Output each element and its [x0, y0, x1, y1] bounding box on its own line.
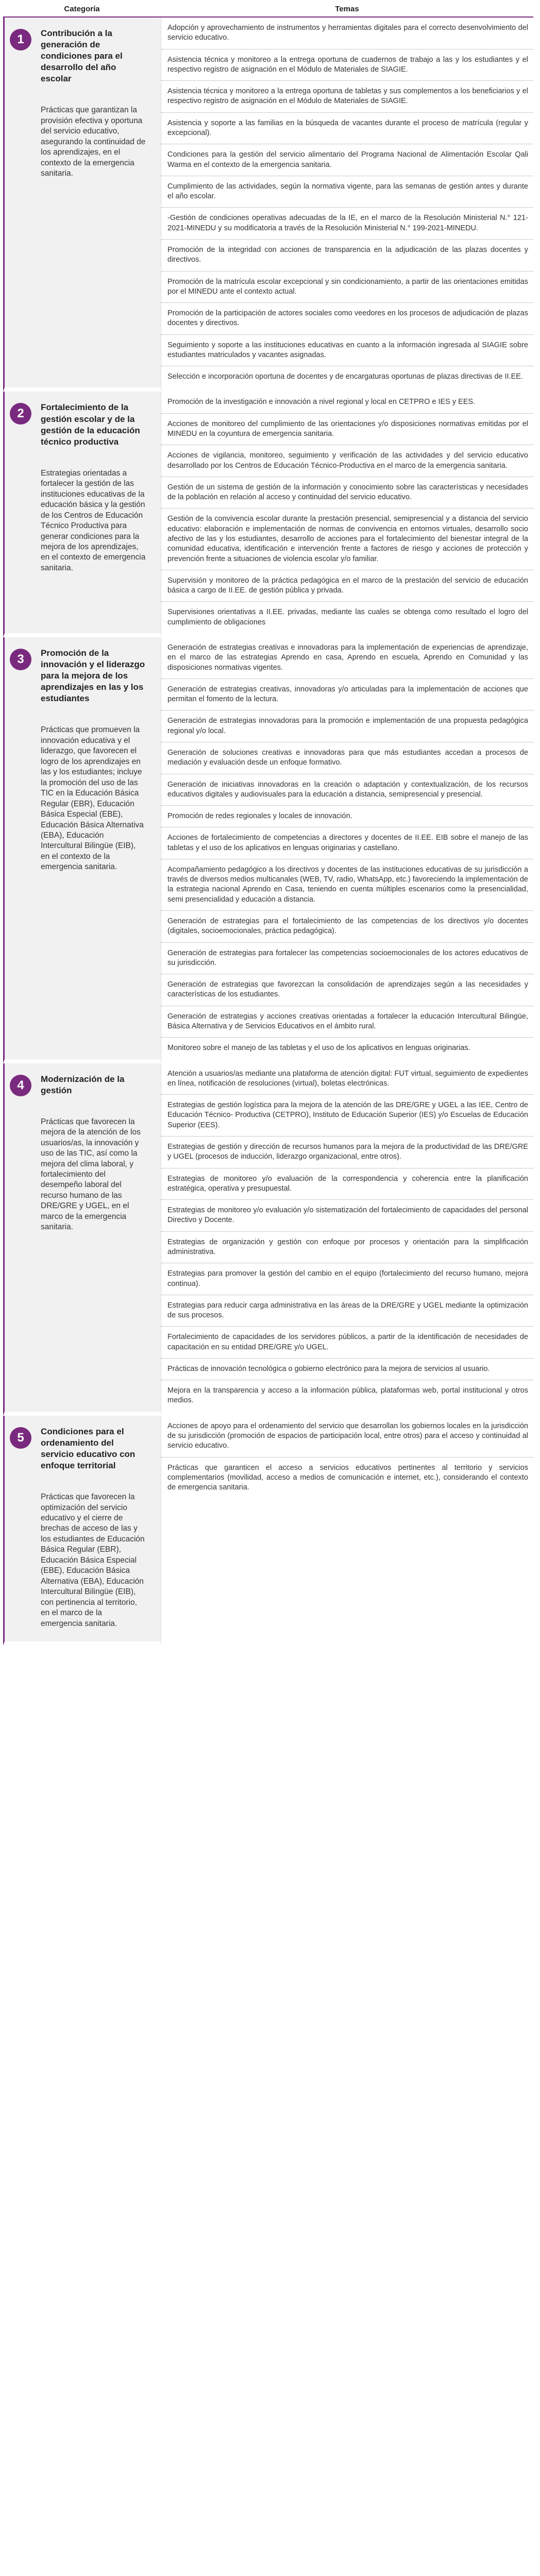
- topic-item: Seguimiento y soporte a las instituciones educativas en cuanto a la información ingresada al SIAGIE sobre estudiantes matriculados y vacantes asignadas.: [161, 335, 533, 367]
- category-row: [3, 18, 533, 392]
- category-text: [41, 1074, 146, 1233]
- topic-item: Adopción y aprovechamiento de instrumentos y herramientas digitales para el correcto desenvolvimiento del servicio educativo.: [161, 18, 533, 49]
- category-description: Estrategias orientadas a fortalecer la gestión de las instituciones educativas de la educación básica y la gestión de los Centros de Educación Técnico Productiva para generar condiciones para la mejora de los aprendizajes, en el contexto de emergencia sanitaria.: [41, 468, 146, 572]
- topic-item: Promoción de la investigación e innovación a nivel regional y local en CETPRO e IES y EES.: [161, 392, 533, 413]
- category-cell: [3, 1416, 161, 1646]
- topics-cell: [161, 1416, 533, 1646]
- topic-item: Acciones de monitoreo del cumplimiento de las orientaciones y/o disposiciones normativas emitidas por el MINEDU en la coyuntura de emergencia sanitaria.: [161, 414, 533, 446]
- topic-item: Estrategias de monitoreo y/o evaluación de la correspondencia y coherencia entre la planificación estratégica, operativa y presupuestal.: [161, 1168, 533, 1200]
- category-cell: [3, 18, 161, 392]
- category-header: [10, 1074, 156, 1233]
- topic-item: Promoción de la integridad con acciones de transparencia en la adjudicación de las plazas docentes y directivos.: [161, 240, 533, 272]
- category-number-badge: 4: [10, 1075, 31, 1096]
- topic-item: Asistencia y soporte a las familias en la búsqueda de vacantes durante el proceso de matrícula (regular y excepcional).: [161, 113, 533, 145]
- category-description: Prácticas que favorecen la mejora de la atención de los usuarios/as, la innovación y uso de las TIC, así como la mejora del clima laboral, y fortalecimiento del desempeño laboral del recurso humano de las DRE/GRE y UGEL, en el marco de la emergencia sanitaria.: [41, 1117, 141, 1232]
- topic-item: Promoción de redes regionales y locales de innovación.: [161, 806, 533, 827]
- category-title: Condiciones para el ordenamiento del servicio educativo con enfoque territorial: [41, 1426, 136, 1471]
- topic-item: Generación de estrategias para el fortalecimiento de las competencias de los directivos y/o docentes (digitales, socioemocionales, práctica pedagógica).: [161, 911, 533, 943]
- category-number-badge: 3: [10, 649, 31, 670]
- topic-item: Prácticas que garanticen el acceso a servicios educativos pertinentes al territorio y servicios complementarios (movilidad, acceso a medios de comunicación e internet, etc.), considerando el contexto de emergencia sanitaria.: [167, 1463, 528, 1492]
- topic-item: Promoción de la participación de actores sociales como veedores en los procesos de adjudicación de plazas docentes y directivos.: [161, 303, 533, 335]
- category-title: Fortalecimiento de la gestión escolar y de la gestión de la educación técnico productiva: [41, 402, 140, 447]
- category-title: Contribución a la generación de condiciones para el desarrollo del año escolar: [41, 28, 123, 84]
- category-description: Prácticas que favorecen la optimización del servicio educativo y el cierre de brechas de acceso de las y los estudiantes de Educación Básica Regular (EBR), Educación Básica Especial (EBE), Educación Básica Alternativa (EBA), Educación Intercultural Bilingüe (EIB), con pertinencia al territorio, en el marco de la emergencia sanitaria.: [41, 1493, 145, 1628]
- category-header: [10, 402, 156, 573]
- topic-item: Generación de iniciativas innovadoras en la creación o adaptación y contextualización, de los recursos educativos digitales y audiovisuales para la educación a distancia, semipresencial y presencial.: [161, 774, 533, 806]
- category-number-badge: 1: [10, 29, 31, 50]
- category-row: [3, 1063, 533, 1416]
- topic-item: Generación de estrategias y acciones creativas orientadas a fortalecer la educación Intercultural Bilingüe, Básica Alternativa y de Servicios Educativos en el ámbito rural.: [161, 1006, 533, 1038]
- category-title: Promoción de la innovación y el liderazgo para la mejora de los aprendizajes en las y los estudiantes: [41, 648, 145, 704]
- topic-item: Estrategias para reducir carga administrativa en las áreas de la DRE/GRE y UGEL mediante la optimización de sus procesos.: [161, 1295, 533, 1327]
- topic-item: -Gestión de condiciones operativas adecuadas de la IE, en el marco de la Resolución Ministerial N.° 121-2021-MINEDU y su modificatoria a través de la Resolución Ministerial N.° 199-2021-MINEDU.: [161, 208, 533, 240]
- topics-column-header: Temas: [161, 2, 533, 18]
- category-row: [3, 637, 533, 1063]
- categories-table: [3, 2, 533, 1646]
- category-cell: [3, 392, 161, 637]
- category-cell: [3, 637, 161, 1063]
- topic-item: Estrategias de monitoreo y/o evaluación y/o sistematización del fortalecimiento de capacidades del personal Directivo y Docente.: [161, 1200, 533, 1232]
- category-column-header: Categoría: [3, 2, 161, 18]
- category-text: [41, 1426, 146, 1629]
- topic-item: Asistencia técnica y monitoreo a la entrega oportuna de tabletas y sus complementos a los beneficiarios y el respectivo registro de asignación en el Módulo de Materiales de SIAGIE.: [161, 81, 533, 113]
- topic-item: Generación de soluciones creativas e innovadoras para que más estudiantes accedan a procesos de mediación y evaluación desde un enfoque formativo.: [161, 742, 533, 774]
- topic-item: Generación de estrategias creativas e innovadoras para la implementación de experiencias de aprendizaje, en el marco de las estrategias Aprendo en casa, Aprendo en escuela, Aprendo en Comunidad y las disposiciones normativas vigentes.: [161, 637, 533, 679]
- topic-item: Estrategias de organización y gestión con enfoque por procesos y orientación para la simplificación administrativa.: [161, 1232, 533, 1264]
- topic-item: Acompañamiento pedagógico a los directivos y docentes de las instituciones educativas de su jurisdicción a través de diversos medios multicanales (WEB, TV, radio, WhatsApp, etc.) favoreciendo la implementación de la estrategia nacional Aprendo en Casa, teniendo en cuenta múltiples escenarios como la presencialidad, semi presencialidad y educación a distancia.: [161, 859, 533, 911]
- topics-cell: [161, 18, 533, 392]
- category-row: [3, 1416, 533, 1646]
- topic-item: Gestión de un sistema de gestión de la información y conocimiento sobre las características y necesidades de la población en relación al acceso y continuidad del servicio educativo.: [161, 477, 533, 509]
- category-header: [10, 1426, 156, 1629]
- topic-item: Atención a usuarios/as mediante una plataforma de atención digital: FUT virtual, seguimiento de expedientes en línea, notificación de resoluciones (virtual), boletas electrónicas.: [161, 1063, 533, 1095]
- category-text: [41, 648, 146, 873]
- topic-item: Asistencia técnica y monitoreo a la entrega oportuna de cuadernos de trabajo a las y los estudiantes y el respectivo registro de asignación en el Módulo de Materiales de SIAGIE.: [161, 49, 533, 81]
- category-description: Prácticas que garantizan la provisión efectiva y oportuna del servicio educativo, asegurando la continuidad de los aprendizajes, en el contexto de la emergencia sanitaria.: [41, 106, 146, 178]
- topic-item: Acciones de vigilancia, monitoreo, seguimiento y verificación de las actividades y del servicio educativo desarrollado por los Centros de Educación Técnico-Productiva en el marco de la emergencia sanitaria.: [161, 445, 533, 477]
- category-header: [10, 648, 156, 873]
- topic-item: Estrategias de gestión logística para la mejora de la atención de las DRE/GRE y UGEL a las IEE, Centro de Educación Técnico- Productiva (CETPRO), Instituto de Educación Superior (IES) y/o Escuelas de Educación Superior (EES).: [161, 1095, 533, 1137]
- topic-item: Generación de estrategias que favorezcan la consolidación de aprendizajes según a las necesidades y características de los estudiantes.: [161, 974, 533, 1006]
- topics-cell: [161, 392, 533, 637]
- category-number-badge: 5: [10, 1427, 31, 1449]
- table-body: [3, 18, 533, 1646]
- topic-item: Generación de estrategias para fortalecer las competencias socioemocionales de los actores educativos de su jurisdicción.: [161, 943, 533, 975]
- topic-item: Estrategias de gestión y dirección de recursos humanos para la mejora de la productividad de las DRE/GRE y UGEL (procesos de inducción, liderazgo organizacional, entre otros).: [161, 1137, 533, 1168]
- topic-item: Generación de estrategias innovadoras para la promoción e implementación de una propuesta pedagógica regional y/o local.: [161, 710, 533, 742]
- topic-item: Acciones de fortalecimiento de competencias a directores y docentes de II.EE. EIB sobre el manejo de las tabletas y el uso de los aplicativos en lenguas originarias y castellano.: [161, 827, 533, 859]
- topic-item: Acciones de apoyo para el ordenamiento del servicio que desarrollan los gobiernos locales en la jurisdicción de su jurisdicción (promoción de espacios de participación local, entre otros) para el acceso y continuidad al servicio educativo.: [161, 1416, 533, 1458]
- topic-item: Condiciones para la gestión del servicio alimentario del Programa Nacional de Alimentación Escolar Qali Warma en el contexto de la emergencia sanitaria.: [161, 144, 533, 176]
- topic-item: Supervisión y monitoreo de la práctica pedagógica en el marco de la prestación del servicio de educación básica a cargo de II.EE. de gestión pública y privada.: [161, 570, 533, 602]
- topic-item: Estrategias para promover la gestión del cambio en el equipo (fortalecimiento del recurso humano, mejora continua).: [161, 1263, 533, 1295]
- topic-item: Supervisiones orientativas a II.EE. privadas, mediante las cuales se obtenga como resultado el logro del cumplimiento de obligaciones: [167, 608, 528, 626]
- topics-cell: [161, 637, 533, 1063]
- header-row: [3, 2, 533, 18]
- topic-item: Generación de estrategias creativas, innovadoras y/o articuladas para la implementación de acciones que permitan el fomento de la lectura.: [161, 679, 533, 711]
- topic-item: Promoción de la matrícula escolar excepcional y sin condicionamiento, a partir de las orientaciones emitidas por el MINEDU ante el contexto actual.: [161, 272, 533, 303]
- category-text: [41, 28, 146, 179]
- category-cell: [3, 1063, 161, 1416]
- topic-item: Prácticas de innovación tecnológica o gobierno electrónico para la mejora de servicios al usuario.: [161, 1359, 533, 1380]
- topic-item: Selección e incorporación oportuna de docentes y de encargaturas oportunas de plazas directivas de II.EE.: [167, 372, 523, 381]
- category-title: Modernización de la gestión: [41, 1074, 125, 1095]
- topics-cell: [161, 1063, 533, 1416]
- topic-item: Monitoreo sobre el manejo de las tabletas y el uso de los aplicativos en lenguas originarias.: [167, 1044, 470, 1053]
- category-text: [41, 402, 146, 573]
- category-header: [10, 28, 156, 179]
- topic-item: Cumplimiento de las actividades, según la normativa vigente, para las semanas de gestión antes y durante el año escolar.: [161, 176, 533, 208]
- topic-item: Gestión de la convivencia escolar durante la prestación presencial, semipresencial y a distancia del servicio educativo: elaboración e implementación de normas de convivencia en entornos virtuales, desarrollo socio afectivo de las y los estudiantes, desarrollo de acciones para el fortalecimiento del bienestar integral de la comunidad educativa, identificación e intervención frente a factores de riesgo y acciones de protección y prevención frente a situaciones de violencia escolar y/o familiar.: [161, 509, 533, 570]
- topic-item: Mejora en la transparencia y acceso a la información pública, plataformas web, portal institucional y otros medios.: [167, 1386, 528, 1405]
- category-description: Prácticas que promueven la innovación educativa y el liderazgo, que favorecen el logro de los aprendizajes en las y los estudiantes; incluye la promoción del uso de las TIC en la Educación Básica Regular (EBR), Educación Básica Especial (EBE), Educación Básica Alternativa (EBA), Educación Intercultural Bilingüe (EIB), en el contexto de la emergencia sanitaria.: [41, 725, 144, 872]
- category-number-badge: 2: [10, 403, 31, 425]
- topic-item: Fortalecimiento de capacidades de los servidores públicos, a partir de la identificación de necesidades de capacitación en su entidad DRE/GRE y/o UGEL.: [161, 1327, 533, 1359]
- category-row: [3, 392, 533, 637]
